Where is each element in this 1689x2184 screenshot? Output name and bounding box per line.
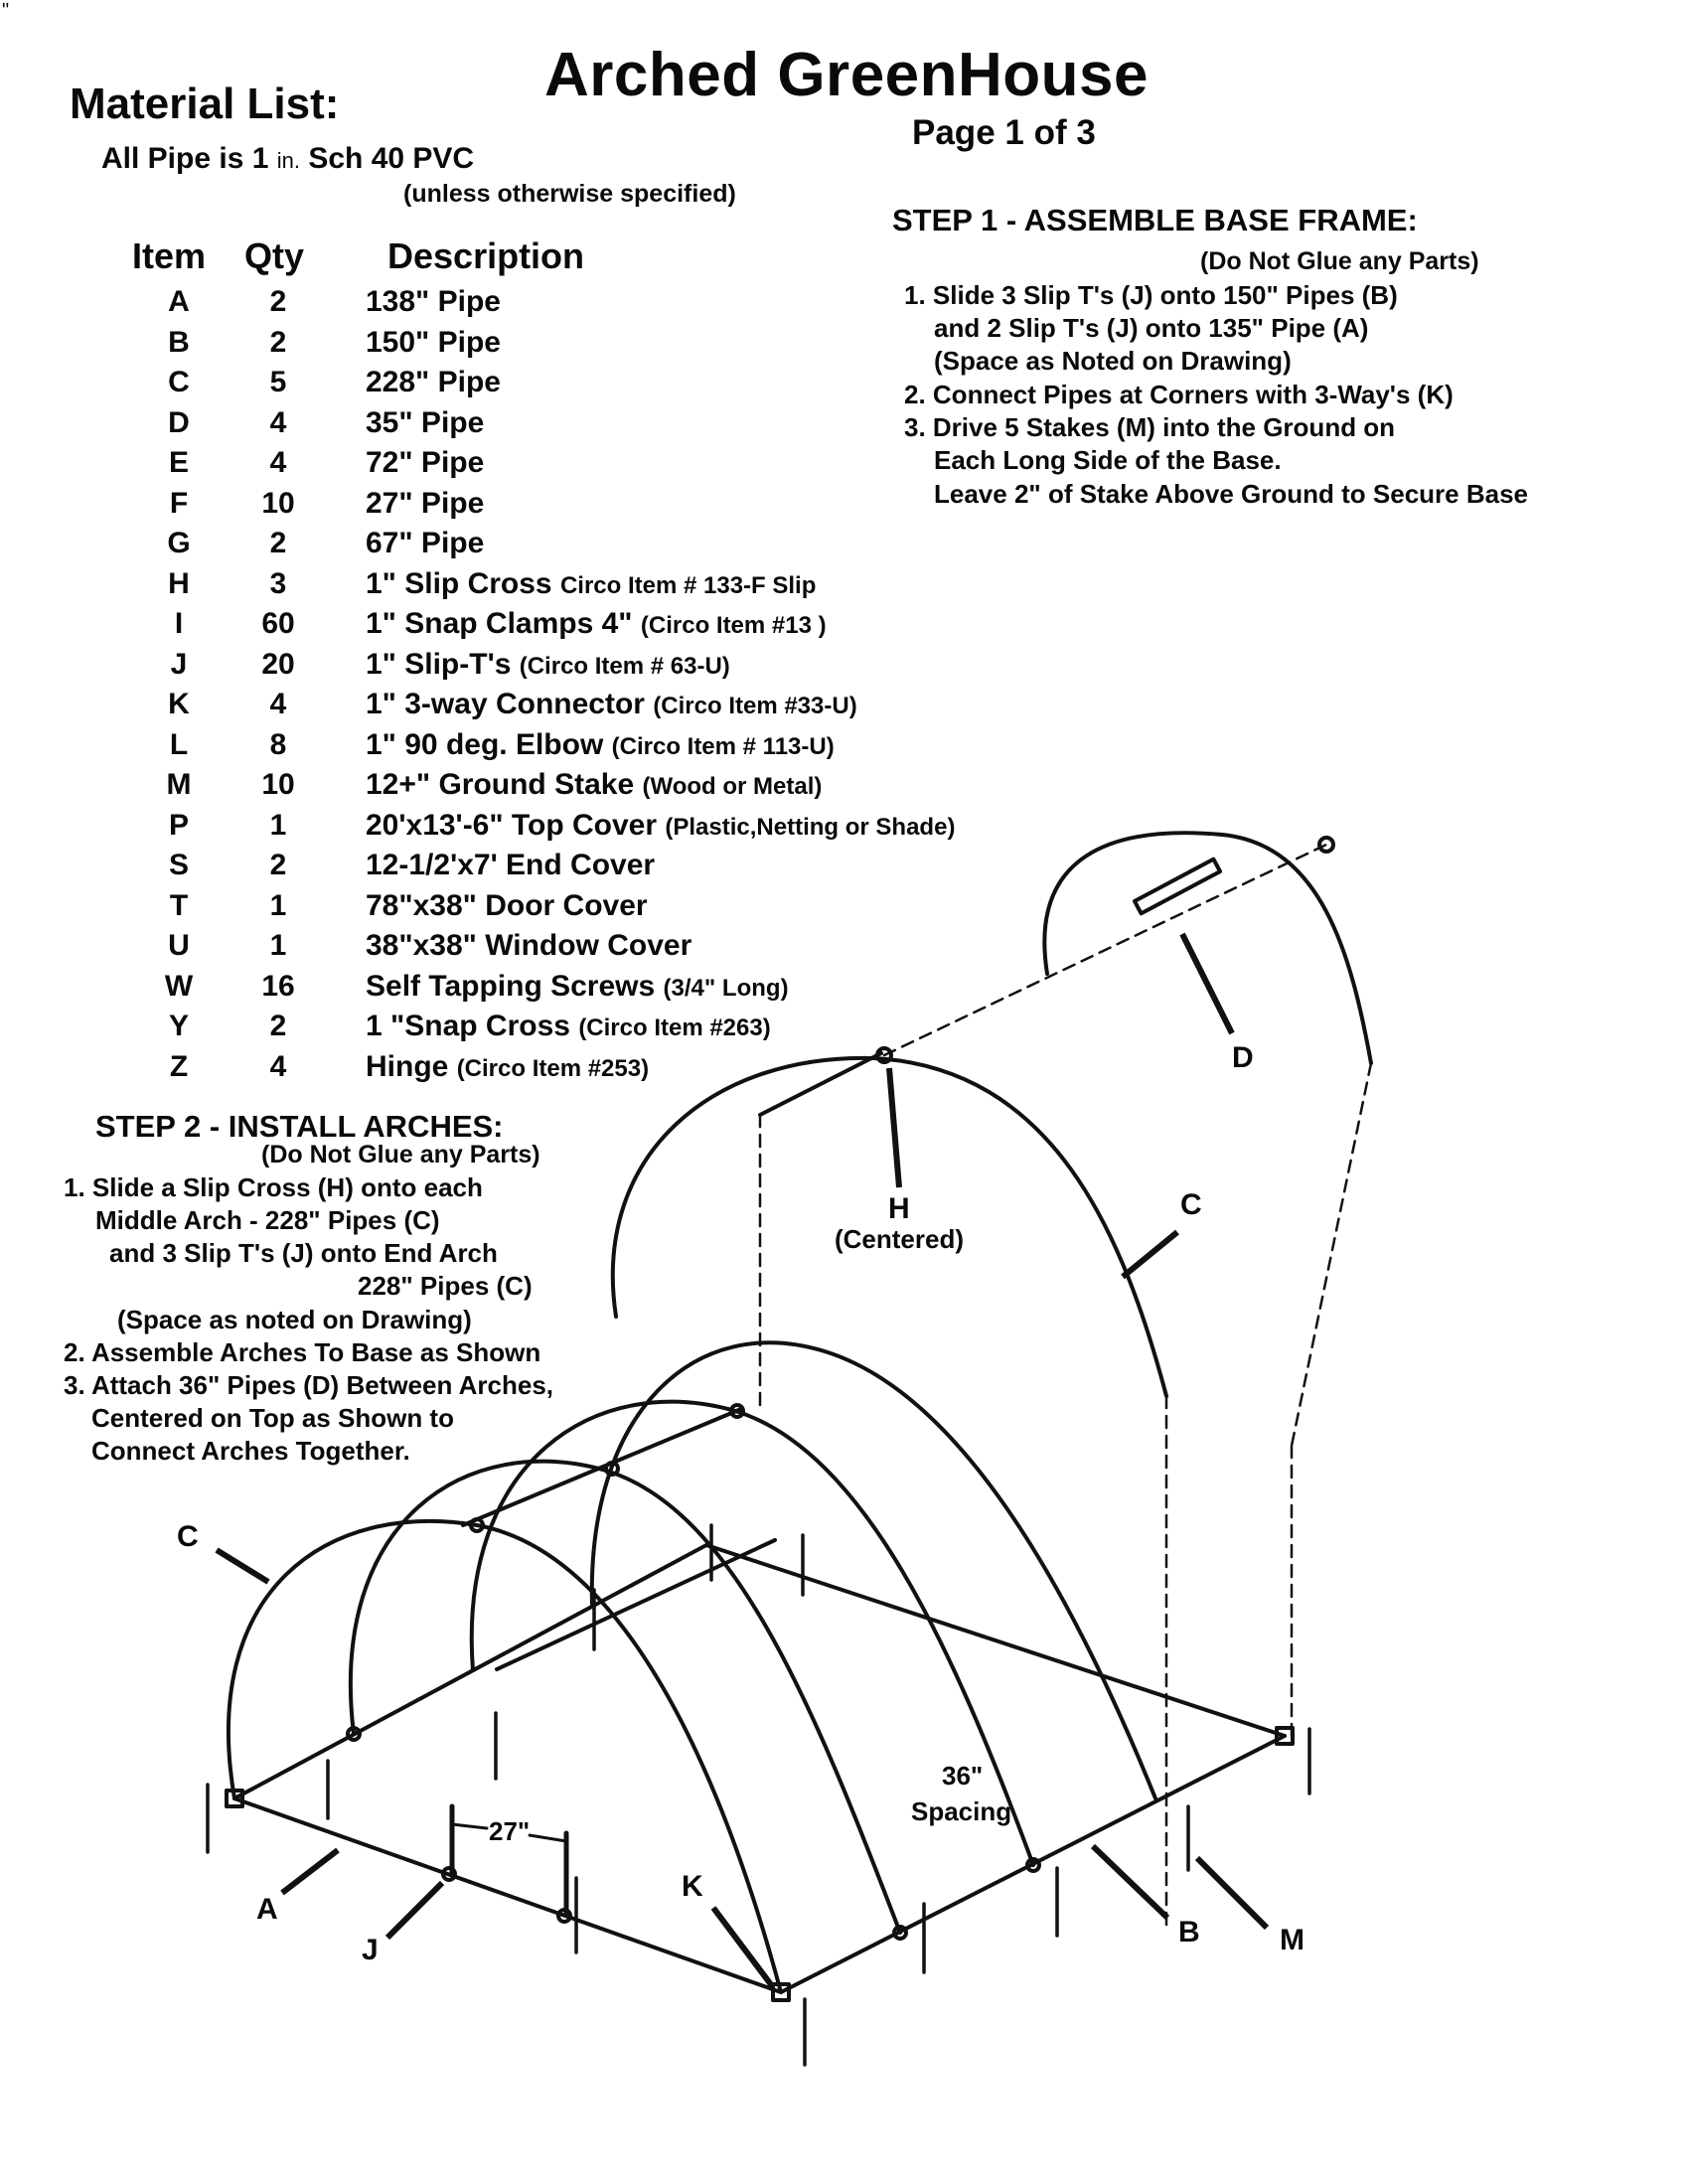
leader-h [889, 1068, 899, 1187]
material-description-main: 1" Snap Clamps 4" [366, 607, 633, 640]
material-qty: 10 [261, 768, 295, 801]
material-description-main: 228" Pipe [366, 366, 501, 398]
material-item-letter: I [174, 607, 184, 640]
dim-line-left [452, 1824, 487, 1828]
step2-line: (Space as noted on Drawing) [117, 1305, 472, 1334]
material-description-main: 38"x38" Window Cover [366, 929, 692, 962]
material-item-letter: E [168, 446, 189, 479]
material-description-main: 1" 3-way Connector [366, 688, 645, 720]
leader-c-left [217, 1550, 268, 1582]
material-description-main: 138" Pipe [366, 285, 501, 318]
material-qty: 1 [269, 929, 287, 962]
step1-line: Leave 2" of Stake Above Ground to Secure Base [934, 479, 1528, 509]
label-j: J [362, 1934, 379, 1966]
side-pipe [497, 1540, 775, 1669]
step1-line: 2. Connect Pipes at Corners with 3-Way's (K) [904, 380, 1454, 409]
material-item-letter: C [168, 366, 190, 398]
material-description-main: 67" Pipe [366, 527, 485, 559]
material-list-heading: Material List: [70, 79, 340, 128]
step2-line: and 3 Slip T's (J) onto End Arch [109, 1238, 498, 1268]
material-description-main: 1" Slip-T's [366, 647, 512, 681]
step2-line: Centered on Top as Shown to [91, 1403, 454, 1433]
material-description-note: (Circo Item # 113-U) [611, 732, 835, 760]
label-b: B [1178, 1916, 1200, 1949]
material-item-letter: S [168, 849, 189, 881]
middle-arch [351, 1462, 900, 1933]
leader-c-right [1123, 1232, 1177, 1277]
step2-line: Connect Arches Together. [91, 1436, 410, 1466]
column-header-item: Item [132, 235, 207, 276]
material-qty: 4 [269, 688, 287, 720]
label-spacing-word: Spacing [911, 1796, 1012, 1826]
material-description-main: 1" 90 deg. Elbow [366, 727, 604, 761]
column-header-qty: Qty [244, 235, 305, 276]
pipe-spec-exception: (unless otherwise specified) [403, 180, 736, 208]
step1-line: 1. Slide 3 Slip T's (J) onto 150" Pipes (B) [904, 280, 1398, 310]
pipe-spec-suffix: Sch 40 PVC [308, 142, 475, 175]
guide-top [884, 845, 1326, 1055]
material-item-letter: P [168, 808, 189, 842]
step2-line: 228" Pipes (C) [358, 1271, 533, 1301]
material-description-note: (Circo Item # 63-U) [519, 652, 730, 680]
material-item-letter: U [168, 929, 190, 962]
material-item-letter: F [169, 486, 189, 520]
column-header-description: Description [387, 235, 585, 276]
leader-m [1197, 1858, 1267, 1928]
step1-line: (Space as Noted on Drawing) [934, 346, 1292, 376]
step2-no-glue-note: (Do Not Glue any Parts) [261, 1141, 540, 1169]
leader-b [1093, 1846, 1167, 1918]
leader-d [1182, 934, 1232, 1033]
material-description-main: 78"x38" Door Cover [366, 888, 648, 922]
step1-heading: STEP 1 - ASSEMBLE BASE FRAME: [892, 203, 1418, 237]
material-qty: 10 [261, 486, 295, 520]
material-qty: 2 [269, 285, 287, 318]
pipe-spec-unit: in. [276, 148, 300, 173]
material-item-letter: T [169, 888, 189, 922]
step2-line: 2. Assemble Arches To Base as Shown [64, 1337, 541, 1367]
material-item-letter: Y [168, 1010, 189, 1042]
material-qty: 16 [261, 969, 295, 1003]
material-description-note: (Circo Item #253) [456, 1054, 650, 1082]
material-description-main: Hinge [366, 1049, 449, 1083]
material-item-letter: W [164, 969, 194, 1003]
dim-line-right [530, 1835, 566, 1841]
material-description-main: 12+" Ground Stake [366, 768, 635, 801]
material-description-main: 20'x13'-6" Top Cover [366, 808, 658, 842]
label-a: A [256, 1893, 278, 1926]
leader-a [282, 1850, 338, 1893]
material-description-main: 27" Pipe [366, 486, 485, 520]
material-qty: 3 [269, 566, 287, 600]
material-description-note: Circo Item # 133-F Slip [559, 571, 817, 599]
step2-heading: STEP 2 - INSTALL ARCHES: [95, 1109, 504, 1144]
material-description-main: 1 "Snap Cross [366, 1010, 570, 1042]
label-spacing-value: 36" [942, 1761, 984, 1791]
material-item-letter: H [168, 566, 190, 600]
leader-j [387, 1883, 442, 1938]
step1-line: 3. Drive 5 Stakes (M) into the Ground on [904, 412, 1396, 442]
material-description-note: (Circo Item #263) [578, 1014, 771, 1041]
rear-arch-coupler [1135, 859, 1220, 914]
material-qty: 2 [269, 849, 287, 881]
material-description-note: (Circo Item #13 ) [640, 612, 827, 639]
label-c-right: C [1180, 1188, 1202, 1221]
step1-line: Each Long Side of the Base. [934, 445, 1282, 475]
material-qty: 60 [261, 607, 295, 640]
material-item-letter: K [168, 688, 190, 720]
material-item-letter: B [168, 325, 190, 359]
material-qty: 4 [269, 405, 287, 439]
material-qty: 4 [269, 1049, 287, 1083]
label-dim-27: 27" [489, 1816, 531, 1846]
guide-rear [1292, 1063, 1371, 1446]
material-item-letter: G [167, 527, 191, 559]
material-description-note: (Wood or Metal) [642, 773, 823, 800]
label-k: K [682, 1870, 703, 1903]
material-description-main: 1" Slip Cross [366, 566, 552, 600]
step1-no-glue-note: (Do Not Glue any Parts) [1200, 247, 1479, 275]
label-h: H [888, 1192, 910, 1225]
leader-lines [217, 934, 1267, 1987]
material-description-main: 72" Pipe [366, 446, 485, 479]
material-description-note: (Circo Item #33-U) [653, 693, 857, 719]
material-description-main: 12-1/2'x7' End Cover [366, 849, 656, 881]
label-d: D [1232, 1041, 1254, 1074]
page-title: Arched GreenHouse [544, 41, 1150, 109]
material-item-letter: A [168, 285, 190, 318]
rear-arch-d [1044, 833, 1371, 1063]
material-description-main: Self Tapping Screws [366, 969, 656, 1003]
left-base-pipe [234, 1545, 706, 1798]
material-item-letter: J [170, 647, 188, 681]
step2-line: 3. Attach 36" Pipes (D) Between Arches, [64, 1370, 553, 1400]
pipe-spec-prefix: All Pipe is 1 [101, 142, 269, 175]
corner-quote-mark: " [2, 0, 10, 22]
material-qty: 8 [269, 727, 287, 761]
material-qty: 20 [261, 647, 295, 681]
material-qty: 2 [269, 1010, 287, 1042]
leader-k [713, 1908, 773, 1987]
material-description-main: 35" Pipe [366, 405, 485, 439]
material-description-main: 150" Pipe [366, 325, 501, 359]
label-centered: (Centered) [835, 1224, 965, 1254]
material-qty: 2 [269, 325, 287, 359]
material-qty: 4 [269, 446, 287, 479]
material-item-letter: Z [169, 1049, 189, 1083]
material-item-letter: D [168, 405, 190, 439]
label-c-left: C [177, 1520, 199, 1553]
dashed-guides [760, 845, 1371, 1933]
material-qty: 1 [269, 808, 287, 842]
material-description-note: (Plastic,Netting or Shade) [665, 813, 956, 841]
material-item-letter: L [169, 727, 189, 761]
label-m: M [1280, 1924, 1305, 1956]
material-qty: 5 [269, 366, 287, 398]
material-qty: 1 [269, 888, 287, 922]
back-base-pipe [706, 1545, 1285, 1736]
material-description-note: (3/4" Long) [663, 974, 789, 1002]
material-qty: 2 [269, 527, 287, 559]
step1-line: and 2 Slip T's (J) onto 135" Pipe (A) [934, 313, 1369, 343]
page-number: Page 1 of 3 [912, 113, 1096, 152]
exploded-arch [613, 833, 1371, 1396]
back-arch [592, 1342, 1155, 1798]
step2-line: Middle Arch - 228" Pipes (C) [95, 1205, 440, 1235]
step2-line: 1. Slide a Slip Cross (H) onto each [64, 1172, 483, 1202]
material-item-letter: M [166, 768, 192, 801]
